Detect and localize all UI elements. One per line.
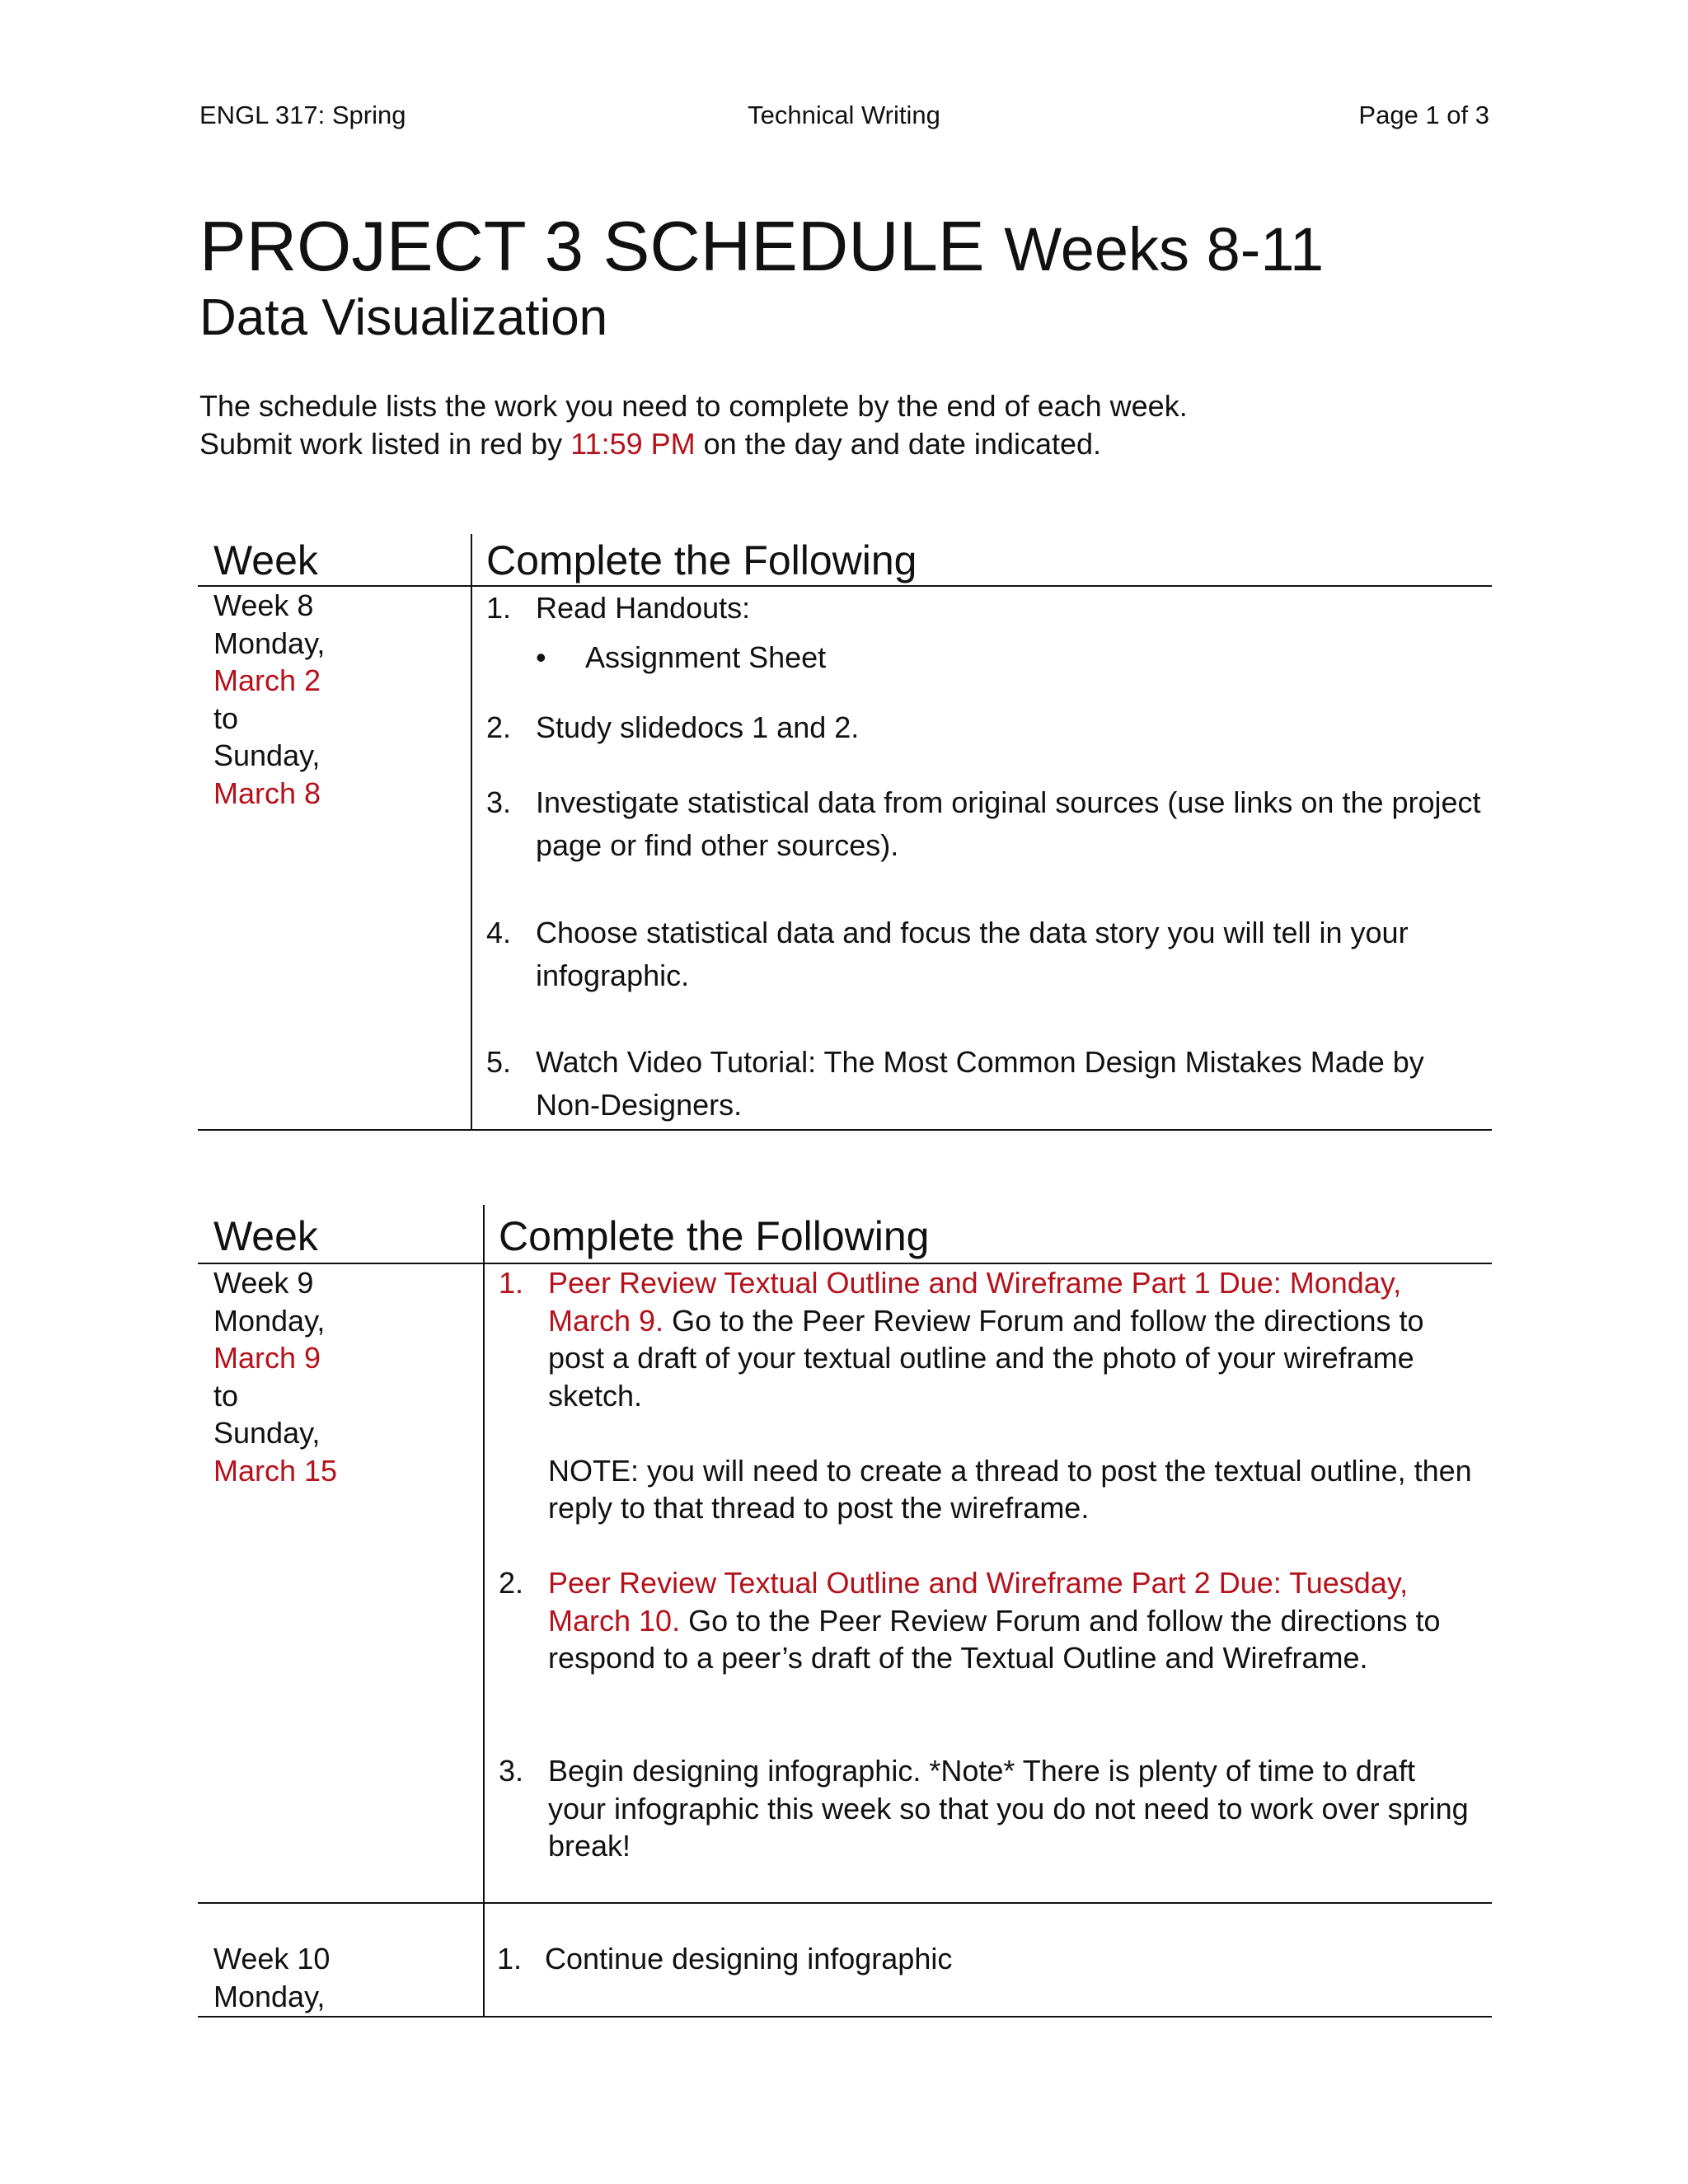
list-item: 3. Investigate statistical data from original sources (use links on the project page or find other sources).: [486, 785, 1481, 862]
bullet-item: • Assignment Sheet: [536, 636, 1484, 679]
week-9-dates: Week 9 Monday, March 9 to Sunday, March 15: [213, 1264, 337, 1489]
list-item: 1. Read Handouts: • Assignment Sheet: [486, 587, 1484, 679]
list-item: 2. Study slidedocs 1 and 2.: [486, 710, 860, 744]
list-item: 2. Peer Review Textual Outline and Wireframe Part 2 Due: Tuesday, March 10. Go to the Peer Review Forum and follow the directions to respond to a peer’s draft of the Textual Outline and Wireframe.: [499, 1566, 1441, 1675]
week-label: Week 10: [213, 1942, 331, 1975]
page-title: [199, 206, 1324, 291]
column-header-complete: Complete the Following: [486, 537, 917, 583]
list-item: 4. Choose statistical data and focus the data story you will tell in your infographic.: [486, 916, 1409, 992]
bullet-icon: •: [536, 640, 546, 674]
week-label: Week 8: [213, 588, 314, 622]
title-weeks: Weeks 8-11: [1004, 215, 1325, 284]
end-date: March 15: [213, 1453, 338, 1488]
header-subject: Technical Writing: [748, 101, 940, 129]
header-course: ENGL 317: Spring: [199, 101, 406, 129]
week-10-dates: Week 10 Monday,: [213, 1942, 331, 2013]
table-bottom-rule: [198, 1129, 1492, 1131]
intro-text: [199, 387, 1188, 463]
intro-line-1: The schedule lists the work you need to complete by the end of each week.: [199, 389, 1188, 423]
title-main: PROJECT 3 SCHEDULE: [199, 208, 985, 286]
table-bottom-rule: [198, 2016, 1492, 2018]
column-divider: [471, 534, 472, 1131]
start-date: March 9: [213, 1341, 321, 1375]
deadline-time: 11:59 PM: [570, 427, 696, 461]
list-item: 3. Begin designing infographic. *Note* There is plenty of time to draft your infographic this week so that you do not need to work over spring break!: [499, 1754, 1469, 1863]
list-item: 1. Continue designing infographic: [497, 1942, 953, 1975]
intro-line-2: Submit work listed in red by 11:59 PM on the day and date indicated.: [199, 427, 1102, 461]
header-page-number: Page 1 of 3: [1358, 101, 1489, 129]
column-header-week: Week: [213, 537, 318, 583]
start-date: March 2: [213, 663, 321, 697]
schedule-table-week-8: [198, 534, 1492, 1131]
note-text: NOTE: you will need to create a thread to post the textual outline, then reply to that thread to post the wireframe.: [548, 1453, 1472, 1525]
column-divider: [483, 1205, 485, 2018]
due-notice: Peer Review Textual Outline and Wireframe Part 2 Due: Tuesday, March 10.: [548, 1566, 1409, 1638]
end-date: March 8: [213, 776, 321, 810]
page-subtitle: Data Visualization: [199, 289, 608, 346]
list-item: 5. Watch Video Tutorial: The Most Common Design Mistakes Made by Non-Designers.: [486, 1045, 1424, 1122]
list-item: 1. Peer Review Textual Outline and Wireframe Part 1 Due: Monday, March 9. Go to the Peer Review Forum and follow the directions to post a draft of your textual outline and the photo of your wireframe sketch. NOTE: you will need to create a thread to post the textual outline, then reply to that thread to post the wireframe.: [499, 1264, 1479, 1527]
schedule-table-week-9-10: [198, 1205, 1492, 2018]
week-8-dates: Week 8 Monday, March 2 to Sunday, March 8: [213, 587, 325, 812]
due-notice: Peer Review Textual Outline and Wireframe Part 1 Due: Monday, March 9.: [548, 1266, 1402, 1338]
row-divider: [198, 1902, 1492, 1904]
week-label: Week 9: [213, 1266, 314, 1300]
column-header-week: Week: [213, 1213, 318, 1259]
column-header-complete: Complete the Following: [499, 1213, 930, 1259]
